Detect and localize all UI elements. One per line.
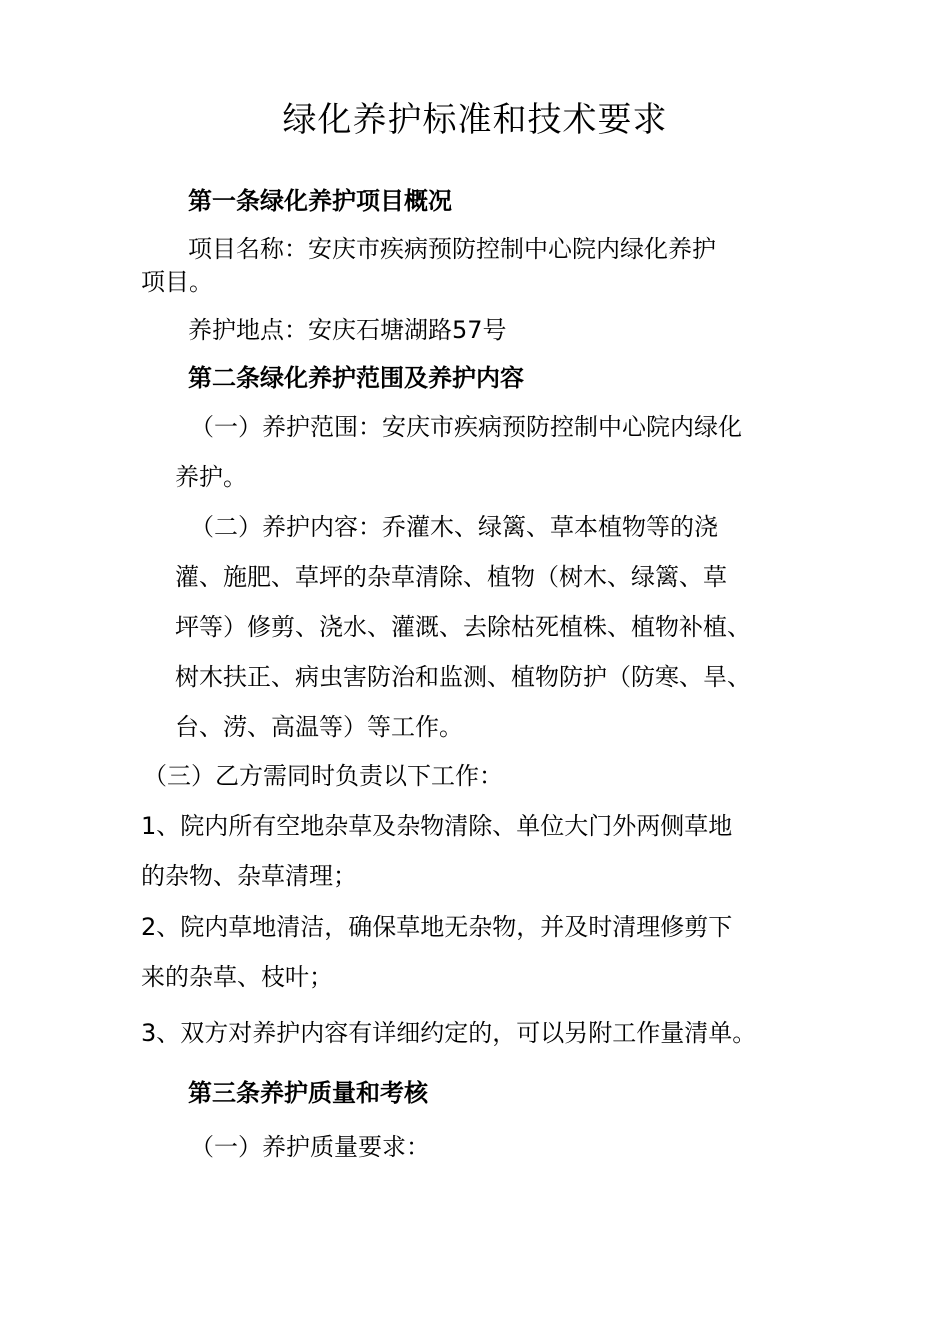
quality-intro: （一）养护质量要求： [190,1133,430,1161]
content-line-5: 台、涝、高温等）等工作。 [175,713,463,741]
article-1-heading: 第一条绿化养护项目概况 [188,187,452,215]
document-title: 绿化养护标准和技术要求 [282,100,668,140]
item-2-line-2: 来的杂草、枝叶； [141,963,333,991]
scope-line-1: （一）养护范围：安庆市疾病预防控制中心院内绿化 [190,413,742,441]
content-line-2: 灌、施肥、草坪的杂草清除、植物（树木、绿篱、草 [175,563,727,591]
content-line-3: 坪等）修剪、浇水、灌溉、去除枯死植株、植物补植、 [175,613,751,641]
item-2-line-1: 2、院内草地清洁，确保草地无杂物，并及时清理修剪下 [141,913,733,941]
party-b-intro: （三）乙方需同时负责以下工作： [143,762,503,790]
item-3: 3、双方对养护内容有详细约定的，可以另附工作量清单。 [141,1019,757,1047]
scope-line-2: 养护。 [175,463,247,491]
content-line-1: （二）养护内容：乔灌木、绿篱、草本植物等的浇 [190,513,718,541]
article-3-heading: 第三条养护质量和考核 [188,1079,428,1107]
project-name-line-1: 项目名称：安庆市疾病预防控制中心院内绿化养护 [188,235,716,263]
project-name-line-2: 项目。 [141,268,213,296]
content-line-4: 树木扶正、病虫害防治和监测、植物防护（防寒、旱、 [175,663,751,691]
item-1-line-2: 的杂物、杂草清理； [141,862,357,890]
item-1-line-1: 1、院内所有空地杂草及杂物清除、单位大门外两侧草地 [141,812,733,840]
maintenance-location: 养护地点：安庆石塘湖路57号 [188,316,507,344]
article-2-heading: 第二条绿化养护范围及养护内容 [188,364,524,392]
